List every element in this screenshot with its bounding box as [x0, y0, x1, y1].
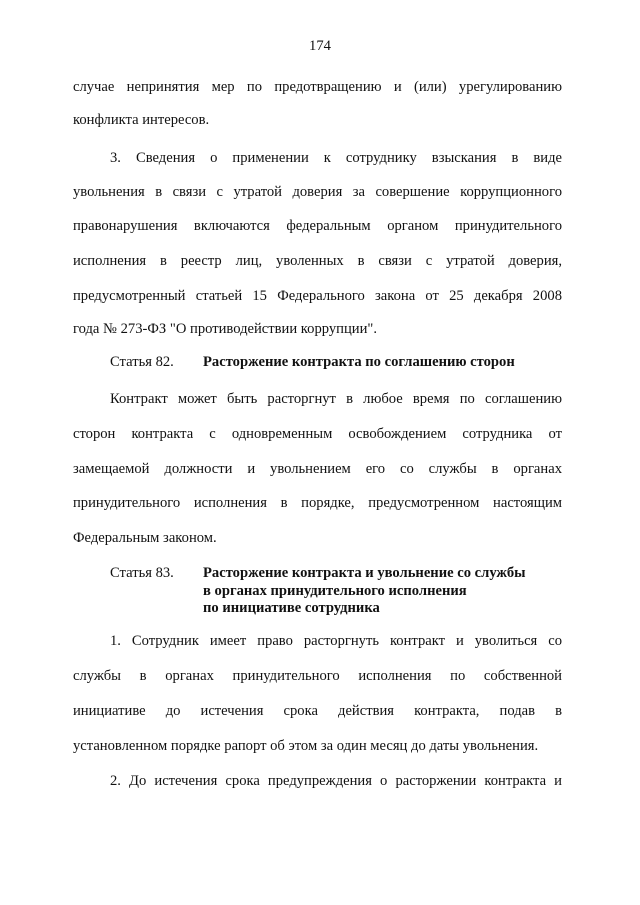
text-line: года № 273-ФЗ "О противодействии коррупции".: [73, 321, 377, 337]
article-title-line: Расторжение контракта и увольнение со службы: [203, 565, 526, 581]
text-line: Федеральным законом.: [73, 530, 217, 546]
article-title: Расторжение контракта по соглашению сторон: [203, 354, 515, 370]
text-line: принудительного исполнения в порядке, предусмотренном настоящим: [73, 495, 562, 511]
text-line: 1. Сотрудник имеет право расторгнуть контракт и уволиться со: [110, 633, 562, 649]
text-line: конфликта интересов.: [73, 112, 210, 128]
text-line: сторон контракта с одновременным освобождением сотрудника от: [73, 426, 562, 442]
text-line: 3. Сведения о применении к сотруднику взыскания в виде: [110, 150, 562, 166]
text-line: увольнения в связи с утратой доверия за совершение коррупционного: [73, 184, 562, 200]
text-line: инициативе до истечения срока действия контракта, подав в: [73, 703, 562, 719]
article-title-line: в органах принудительного исполнения: [203, 583, 467, 599]
article-number: Статья 83.: [110, 565, 174, 581]
text-line: исполнения в реестр лиц, уволенных в связи с утратой доверия,: [73, 253, 562, 269]
text-line: Контракт может быть расторгнут в любое время по соглашению: [110, 391, 562, 407]
article-title-line: по инициативе сотрудника: [203, 600, 380, 616]
page-number: 174: [309, 38, 331, 54]
text-line: 2. До истечения срока предупреждения о расторжении контракта и: [110, 773, 562, 789]
text-line: службы в органах принудительного исполнения по собственной: [73, 668, 562, 684]
text-line: замещаемой должности и увольнением его со службы в органах: [73, 461, 562, 477]
article-number: Статья 82.: [110, 354, 174, 370]
text-line: правонарушения включаются федеральным органом принудительного: [73, 218, 562, 234]
text-line: случае непринятия мер по предотвращению и (или) урегулированию: [73, 79, 562, 95]
text-line: предусмотренный статьей 15 Федерального закона от 25 декабря 2008: [73, 288, 562, 304]
text-line: установленном порядке рапорт об этом за один месяц до даты увольнения.: [73, 738, 539, 754]
